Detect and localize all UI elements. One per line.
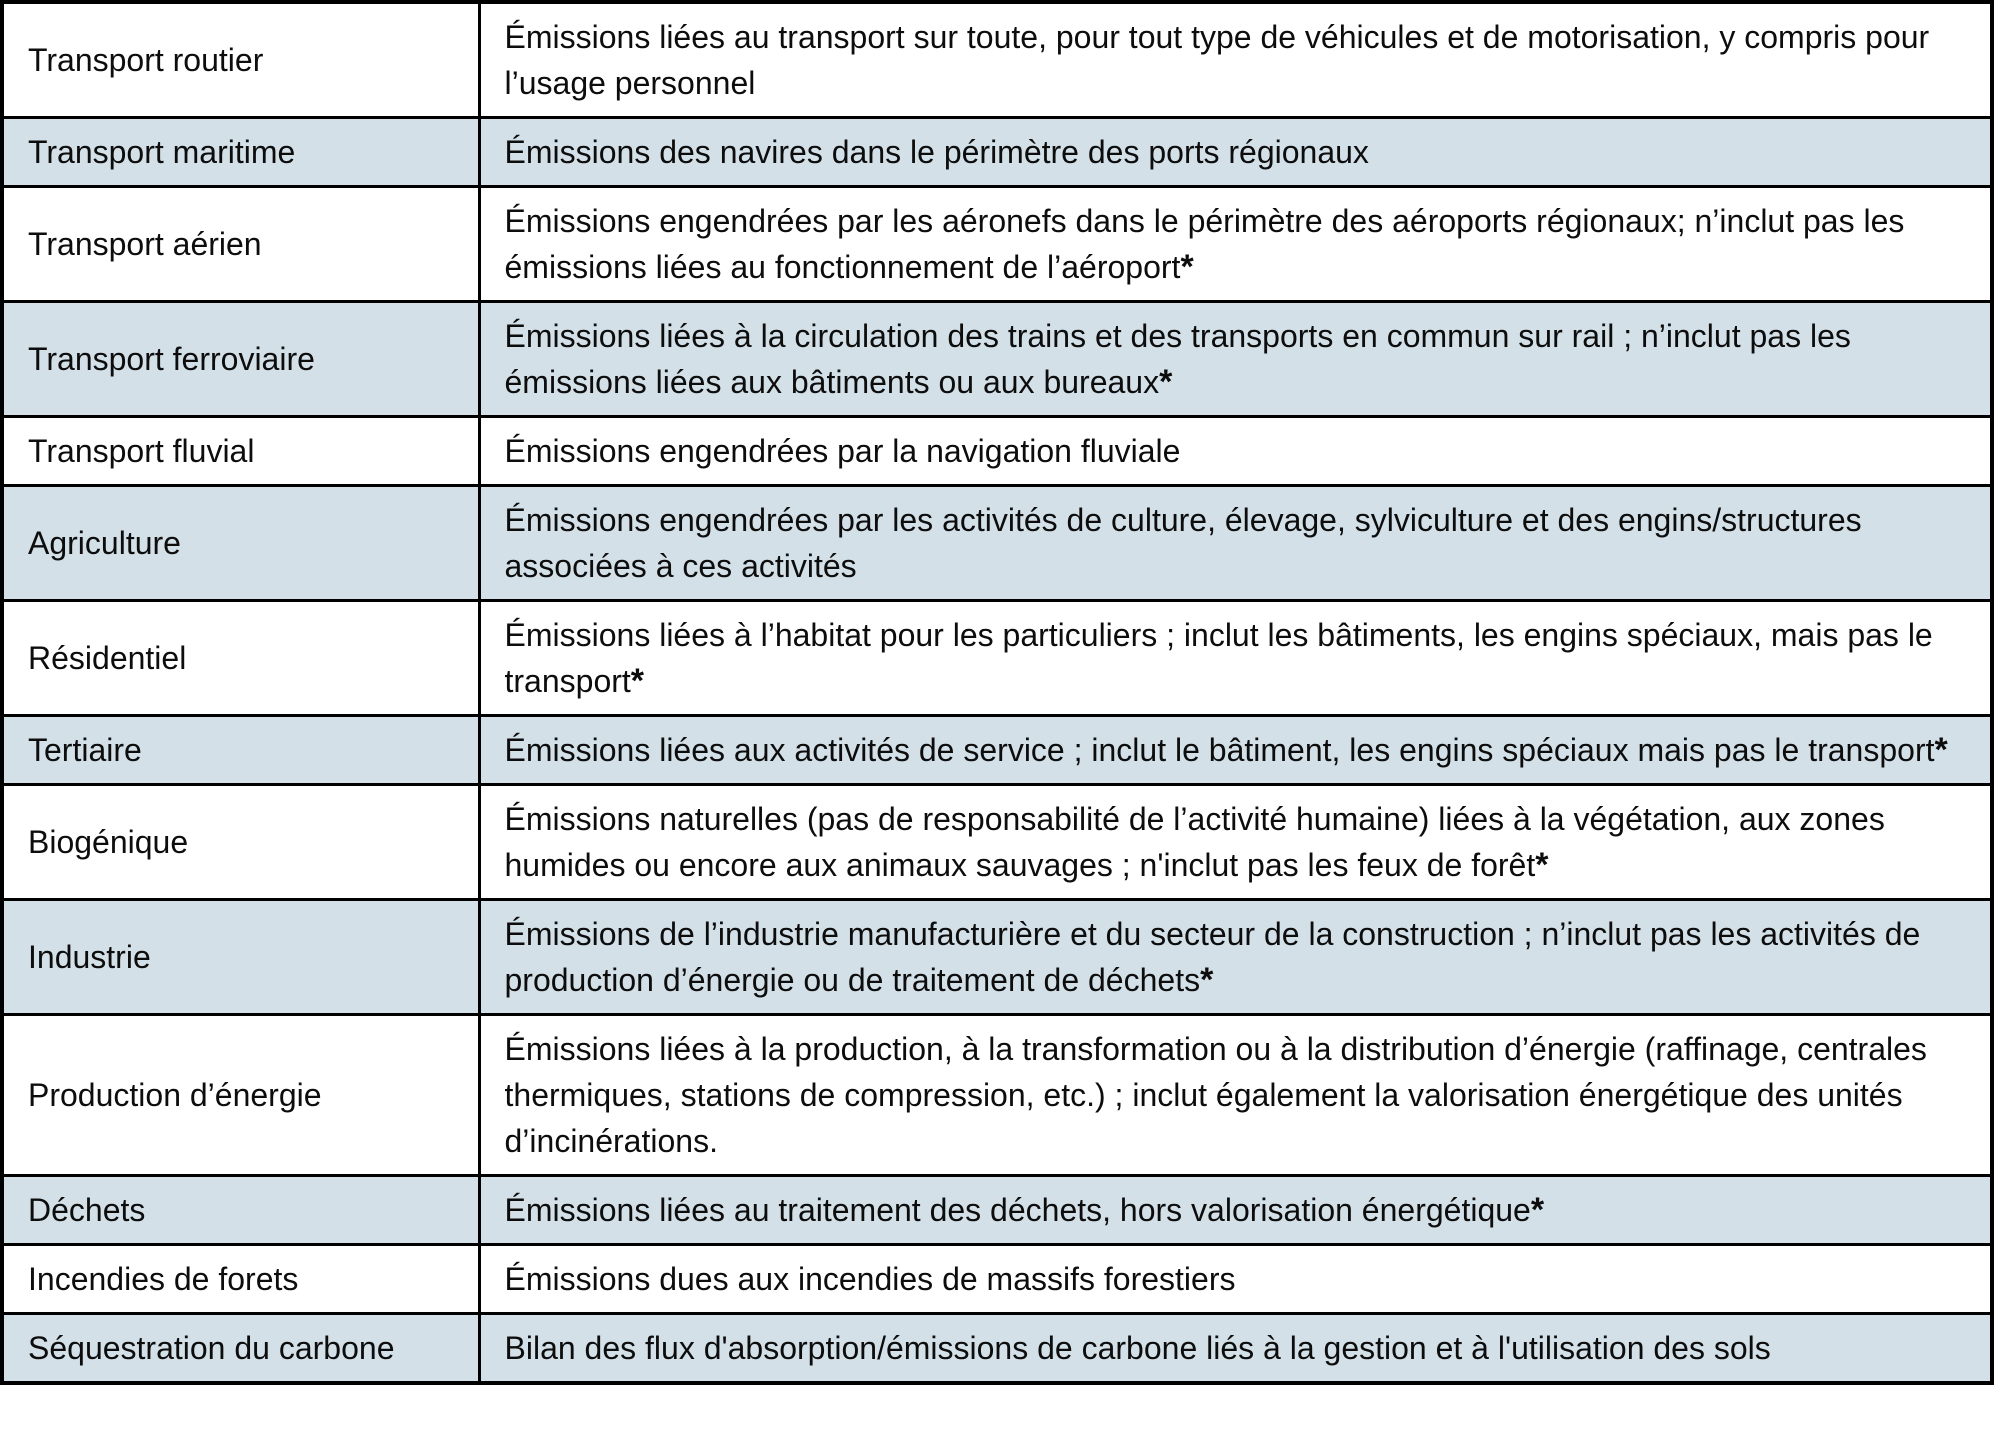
- footnote-asterisk: *: [1535, 846, 1549, 884]
- emissions-table-body: [2, 2, 1992, 1383]
- description-text: Émissions des navires dans le périmètre des ports régionaux: [504, 134, 1369, 170]
- category-cell: Transport fluvial: [2, 417, 479, 486]
- category-cell: Déchets: [2, 1176, 479, 1245]
- description-text: Émissions engendrées par les aéronefs dans le périmètre des aéroports régionaux; n’inclut pas les émissions liées au fonctionnement de l’aéroport: [504, 203, 1905, 285]
- table-row: [2, 486, 1992, 601]
- category-cell: Tertiaire: [2, 716, 479, 785]
- description-cell: [479, 785, 1992, 900]
- description-text: Émissions liées à la circulation des trains et des transports en commun sur rail ; n’inclut pas les émissions liées aux bâtiments ou aux bureaux: [504, 318, 1851, 400]
- category-cell: Transport ferroviaire: [2, 302, 479, 417]
- description-text: Émissions de l’industrie manufacturière et du secteur de la construction ; n’inclut pas les activités de production d’énergie ou de traitement de déchets: [504, 916, 1921, 998]
- description-text: Bilan des flux d'absorption/émissions de carbone liés à la gestion et à l'utilisation des sols: [504, 1330, 1771, 1366]
- category-cell: Transport routier: [2, 2, 479, 118]
- table-row: [2, 716, 1992, 785]
- description-cell: [479, 417, 1992, 486]
- table-row: [2, 1314, 1992, 1384]
- category-cell: Incendies de forets: [2, 1245, 479, 1314]
- footnote-asterisk: *: [1180, 248, 1194, 286]
- table-row: [2, 118, 1992, 187]
- category-cell: Résidentiel: [2, 601, 479, 716]
- table-row: [2, 302, 1992, 417]
- description-cell: [479, 302, 1992, 417]
- description-cell: [479, 1015, 1992, 1176]
- footnote-asterisk: *: [1934, 731, 1948, 769]
- category-cell: Biogénique: [2, 785, 479, 900]
- table-row: [2, 1015, 1992, 1176]
- description-cell: [479, 486, 1992, 601]
- table-row: [2, 1176, 1992, 1245]
- description-text: Émissions naturelles (pas de responsabilité de l’activité humaine) liées à la végétation, aux zones humides ou encore aux animaux sauvages ; n'inclut pas les feux de forêt: [504, 801, 1885, 883]
- table-row: [2, 900, 1992, 1015]
- table-row: [2, 2, 1992, 118]
- footnote-asterisk: *: [1530, 1191, 1545, 1229]
- description-cell: [479, 1176, 1992, 1245]
- description-text: Émissions liées au traitement des déchets, hors valorisation énergétique: [504, 1192, 1531, 1228]
- description-cell: [479, 187, 1992, 302]
- description-cell: [479, 118, 1992, 187]
- description-text: Émissions engendrées par la navigation fluviale: [504, 433, 1181, 469]
- description-cell: [479, 716, 1992, 785]
- category-cell: Transport aérien: [2, 187, 479, 302]
- description-cell: [479, 2, 1992, 118]
- footnote-asterisk: *: [1200, 961, 1214, 999]
- description-text: Émissions dues aux incendies de massifs forestiers: [504, 1261, 1236, 1297]
- table-row: [2, 1245, 1992, 1314]
- description-text: Émissions liées aux activités de service ; inclut le bâtiment, les engins spéciaux mais pas le transport: [504, 732, 1935, 768]
- table-row: [2, 785, 1992, 900]
- description-cell: [479, 601, 1992, 716]
- table-row: [2, 601, 1992, 716]
- description-cell: [479, 1314, 1992, 1384]
- description-cell: [479, 1245, 1992, 1314]
- table-row: [2, 417, 1992, 486]
- description-text: Émissions liées à la production, à la transformation ou à la distribution d’énergie (raffinage, centrales thermiques, stations de compression, etc.) ; inclut également la valorisation énergétique des unités d’incinérations.: [504, 1031, 1927, 1159]
- category-cell: Transport maritime: [2, 118, 479, 187]
- table-row: [2, 187, 1992, 302]
- description-text: Émissions liées au transport sur toute, pour tout type de véhicules et de motorisation, y compris pour l’usage personnel: [504, 19, 1930, 101]
- category-cell: Industrie: [2, 900, 479, 1015]
- description-cell: [479, 900, 1992, 1015]
- category-cell: Agriculture: [2, 486, 479, 601]
- description-text: Émissions engendrées par les activités de culture, élevage, sylviculture et des engins/structures associées à ces activités: [504, 502, 1862, 584]
- footnote-asterisk: *: [630, 662, 645, 700]
- category-cell: Production d’énergie: [2, 1015, 479, 1176]
- description-text: Émissions liées à l’habitat pour les particuliers ; inclut les bâtiments, les engins spéciaux, mais pas le transport: [504, 617, 1933, 699]
- category-cell: Séquestration du carbone: [2, 1314, 479, 1384]
- footnote-asterisk: *: [1159, 363, 1173, 401]
